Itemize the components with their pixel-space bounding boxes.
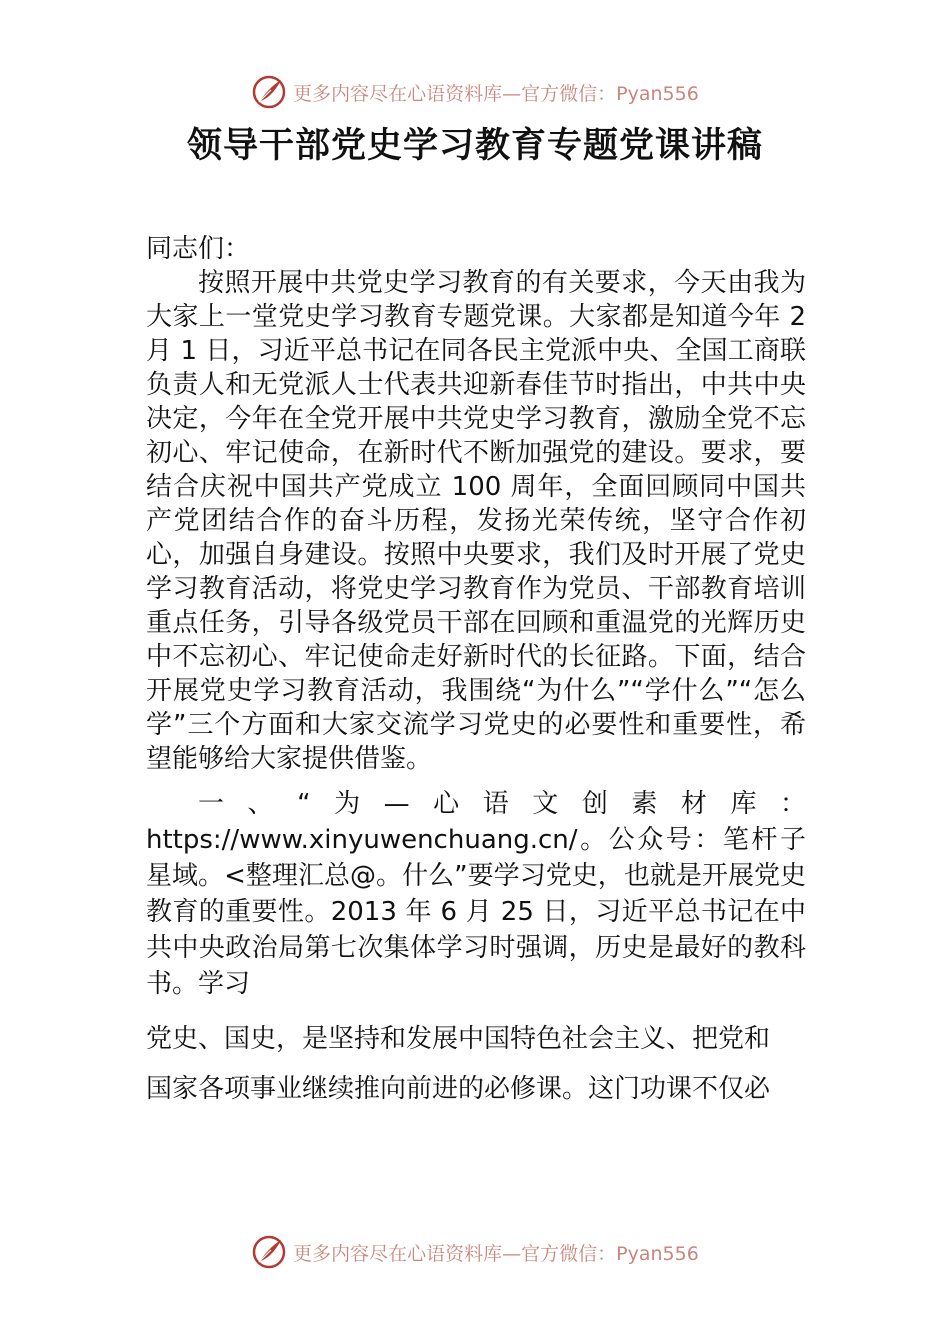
document-body-section-1: [146, 786, 806, 1002]
watermark-text: 更多内容尽在心语资料库—官方微信：Pyan556: [293, 82, 699, 105]
feather-quill-logo-icon: [251, 74, 287, 110]
salutation: 同志们：: [146, 234, 251, 264]
feather-quill-logo-icon: [251, 1234, 287, 1270]
text-line: 党史、国史，是坚持和发展中国特色社会主义、把党和: [146, 1024, 771, 1054]
paragraph-intro: 按照开展中共党史学习教育的有关要求，今天由我为大家上一堂党史学习教育专题党课。大家都是知道今年 2 月 1 日，习近平总书记在同各民主党派中央、全国工商联负责人和无党派人士代表共迎新春佳节时指出，中共中央决定，今年在全党开展中共党史学习教育，激励全党不忘初心、牢记使命，在新时代不断加强党的建设。要求，要结合庆祝中国共产党成立 100 周年，全面回顾同中国共产党团结合作的奋斗历程，发扬光荣传统，坚守合作初心，加强自身建设。按照中央要求，我们及时开展了党史学习教育活动，将党史学习教育作为党员、干部教育培训重点任务，引导各级党员干部在回顾和重温党的光辉历史中不忘初心、牢记使命走好新时代的长征路。下面，结合开展党史学习教育活动，我围绕“为什么”“学什么”“怎么学”三个方面和大家交流学习党史的必要性和重要性，希望能够给大家提供借鉴。: [146, 268, 806, 774]
watermark-banner-top: [0, 72, 950, 112]
watermark-banner-bottom: [0, 1232, 950, 1272]
document-title: 领导干部党史学习教育专题党课讲稿: [186, 125, 763, 166]
watermark-text: 更多内容尽在心语资料库—官方微信：Pyan556: [293, 1242, 699, 1265]
paragraph-section-1: 一、“为—心语文创素材库：https://www.xinyuwenchuang.cn/。公众号：笔杆子星域。<整理汇总@。什么”要学习党史，也就是开展党史教育的重要性。2013 年 6 月 25 日，习近平总书记在中共中央政治局第七次集体学习时强调，历史是最好的教科书。学习: [146, 789, 806, 999]
document-body-continued: [146, 1014, 806, 1114]
document-body-intro: [146, 232, 806, 776]
text-line: 国家各项事业继续推向前进的必修课。这门功课不仅必: [146, 1074, 771, 1104]
